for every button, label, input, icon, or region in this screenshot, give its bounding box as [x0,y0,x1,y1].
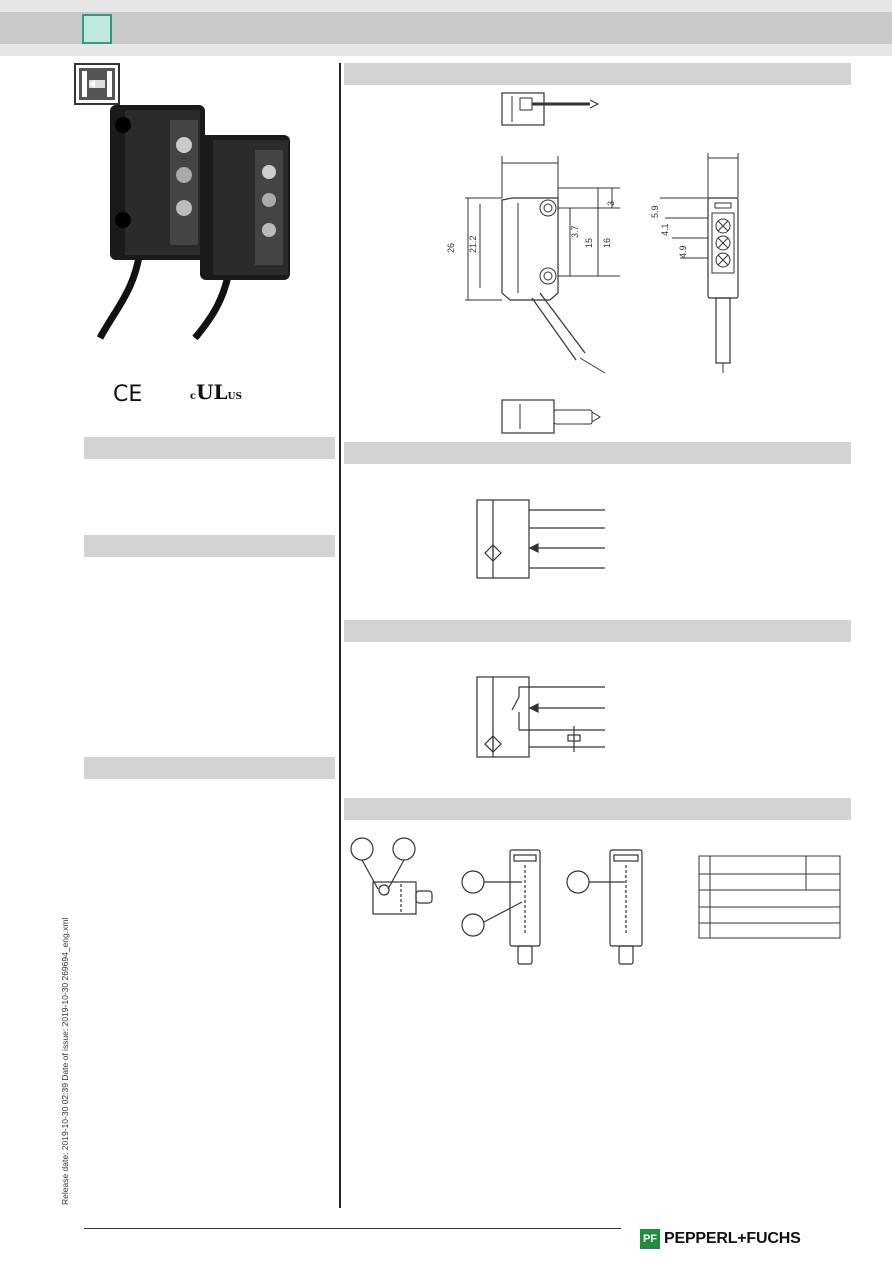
product-photo [95,90,295,340]
column-divider [339,63,341,1208]
ul-us-label: US [227,392,242,402]
dim-15: 15 [584,237,594,248]
release-date-text: Release date: 2019-10-30 02:39 Date of issue: 2019-10-30 269694_eng.xml [60,917,70,1205]
indicator-table [698,855,843,940]
connection-diagram-receiver [470,672,610,764]
top-header-band [0,12,892,44]
indicators-section-bar [344,798,851,820]
left-section-bar-1 [84,437,335,459]
left-section-bar-2 [84,535,335,557]
brand-mark-icon: PF [640,1229,660,1249]
brand-name: PEPPERL+FUCHS [664,1230,801,1247]
dimensions-section-bar [344,63,851,85]
dim-4-9: 4.9 [678,245,688,258]
dim-3: 3 [606,200,616,206]
indicator-side-view [346,834,446,919]
ul-mark [190,380,242,404]
dim-21-2: 21.2 [468,235,478,253]
dim-26: 26 [446,242,456,253]
footer-rule [84,1228,621,1229]
left-section-bar-3 [84,757,335,779]
dimension-drawing [440,88,760,438]
ce-mark: CE [113,382,143,407]
connection-section-bar-2 [344,620,851,642]
dim-5-9: 5.9 [650,205,660,218]
dim-4-1: 4.1 [660,223,670,236]
brand-logo [640,1228,801,1250]
dim-16: 16 [602,237,612,248]
connection-diagram-emitter [470,495,610,585]
indicator-front-view-emitter [460,845,550,967]
connection-section-bar-1 [344,442,851,464]
product-family-square-icon [82,14,112,44]
dim-3-7: 3.7 [570,225,580,238]
ul-label: UL [196,380,228,404]
ul-c-label: c [190,391,197,402]
indicator-front-view-receiver [565,845,660,967]
